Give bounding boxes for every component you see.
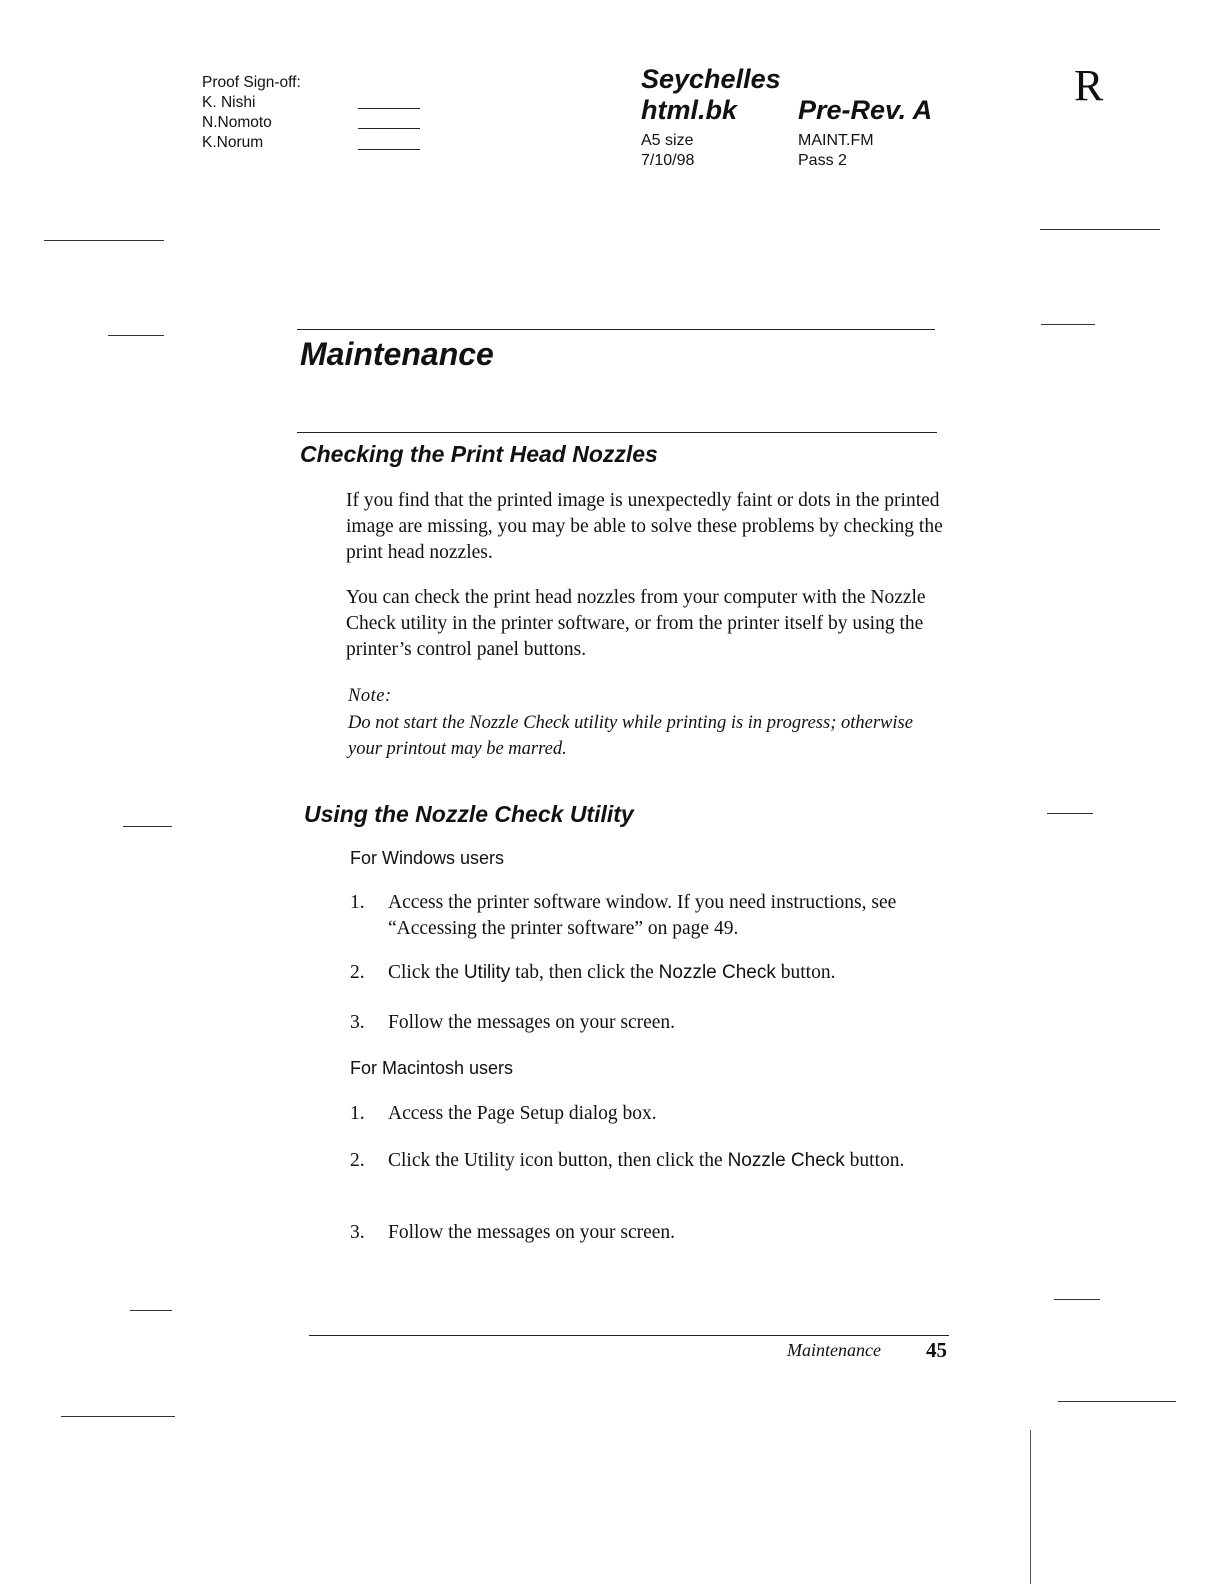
margin-tick: [1040, 229, 1160, 230]
header-project: Seychelles: [641, 64, 781, 94]
note-text: Do not start the Nozzle Check utility while printing is in progress; otherwise your printout may be marred.: [348, 713, 913, 759]
section-rule: [297, 432, 937, 433]
page-number: 45: [926, 1338, 947, 1362]
proof-signoff-label: Proof Sign-off:: [202, 74, 301, 91]
step-number: 1.: [350, 1103, 365, 1124]
step-text: Click the Utility tab, then click the Nozzle Check button.: [388, 962, 836, 983]
header-pass: Pass 2: [798, 152, 847, 169]
margin-tick: [1047, 813, 1093, 814]
step-number: 2.: [350, 962, 365, 983]
step-number: 3.: [350, 1222, 365, 1243]
step-number: 3.: [350, 1012, 365, 1033]
step-number: 1.: [350, 892, 365, 913]
windows-users-label: For Windows users: [350, 848, 505, 868]
proof-signoff: [202, 73, 301, 153]
header-date: 7/10/98: [641, 152, 695, 169]
signoff-name: K.Norum: [202, 134, 264, 151]
signoff-name: N.Nomoto: [202, 114, 272, 131]
margin-tick: [1058, 1401, 1176, 1402]
chapter-title: Maintenance: [300, 336, 494, 372]
margin-tick: [1041, 324, 1095, 325]
signature-line: [358, 108, 420, 109]
margin-tick: [44, 240, 164, 241]
subsection-heading: Using the Nozzle Check Utility: [304, 801, 634, 827]
corner-mark: R: [1074, 61, 1104, 110]
step-number: 2.: [350, 1150, 365, 1171]
margin-tick: [130, 1310, 172, 1311]
signature-line: [358, 128, 420, 129]
margin-tick: [1030, 1430, 1031, 1584]
ui-term: Nozzle Check: [727, 1150, 845, 1171]
body-paragraph: You can check the print head nozzles from your computer with the Nozzle Check utility in the printer software, or from the printer itself by using the printer’s control panel buttons.: [346, 587, 926, 660]
header-file: MAINT.FM: [798, 132, 874, 149]
footer-label: Maintenance: [787, 1340, 881, 1360]
step-text: Access the printer software window. If you need instructions, see “Accessing the printer software” on page 49.: [388, 892, 897, 939]
body-paragraph: If you find that the printed image is unexpectedly faint or dots in the printed image are missing, you may be able to solve these problems by checking the print head nozzles.: [346, 490, 943, 563]
step-text: Access the Page Setup dialog box.: [388, 1103, 657, 1124]
header-book: html.bk: [641, 95, 738, 125]
footer-rule: [309, 1335, 949, 1336]
header-size: A5 size: [641, 132, 694, 149]
margin-tick: [123, 826, 172, 827]
section-heading: Checking the Print Head Nozzles: [300, 441, 658, 467]
header-revision: Pre-Rev. A: [798, 95, 933, 125]
margin-tick: [1054, 1299, 1100, 1300]
margin-tick: [108, 335, 164, 336]
ui-term: Utility: [463, 962, 511, 983]
signature-line: [358, 149, 420, 150]
step-text: Click the Utility icon button, then click the Nozzle Check button.: [388, 1150, 905, 1171]
step-text: Follow the messages on your screen.: [388, 1012, 676, 1033]
note-label: Note:: [348, 686, 392, 706]
step-text: Follow the messages on your screen.: [388, 1222, 676, 1243]
signoff-name: K. Nishi: [202, 94, 256, 111]
mac-users-label: For Macintosh users: [350, 1058, 514, 1078]
ui-term: Nozzle Check: [658, 962, 776, 983]
chapter-rule: [297, 329, 935, 330]
margin-tick: [61, 1416, 175, 1417]
